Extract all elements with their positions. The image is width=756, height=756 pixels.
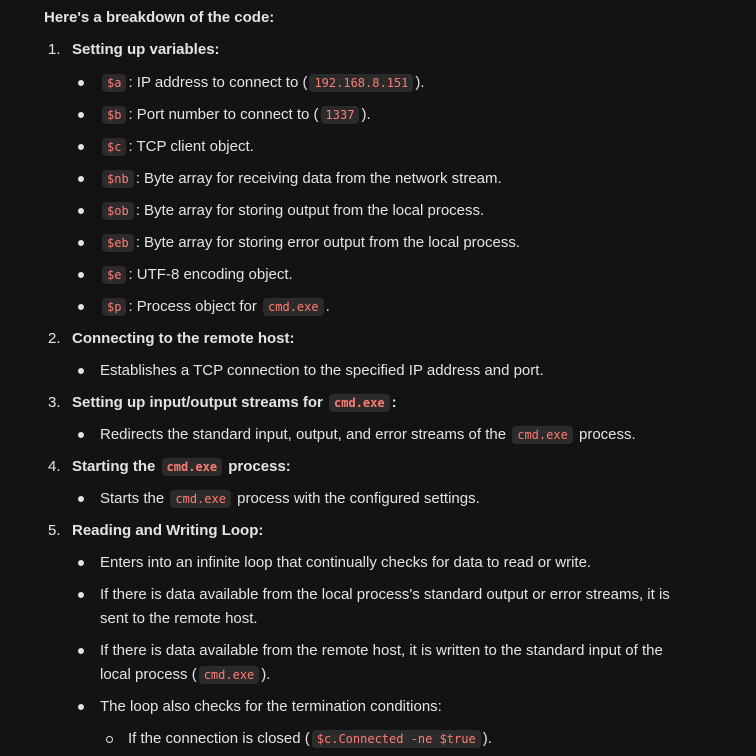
bullet-text: Redirects the standard input, output, and error streams of the [100, 426, 507, 443]
bullet-text: : Process object for [128, 298, 257, 315]
list-item-title: Reading and Writing Loop: [72, 522, 264, 539]
bullet-text: : Byte array for storing output from the local process. [135, 202, 485, 219]
inline-code: $p [102, 298, 126, 316]
bullet-dot [78, 112, 84, 118]
inline-code: 1337 [321, 106, 360, 124]
bullet-dot [78, 176, 84, 182]
bullet-text-tail: . [325, 298, 330, 315]
bullet-dot [78, 368, 84, 374]
bullet-text-continued: local process ( [100, 666, 197, 683]
bullet-text-tail: process. [578, 426, 636, 443]
bullet-text: Establishes a TCP connection to the specified IP address and port. [100, 362, 544, 379]
bullet-text: Starts the [100, 490, 165, 507]
bullet-dot [78, 592, 84, 598]
list-number: 5. [48, 522, 61, 539]
bullet-text-tail: ). [482, 730, 492, 747]
bullet-text: If there is data available from the local process's standard output or error streams, it is [100, 586, 670, 603]
inline-code: cmd.exe [170, 490, 231, 508]
inline-code: $ob [102, 202, 134, 220]
bullet-text: : Byte array for storing error output from the local process. [135, 234, 521, 251]
bullet-text-continued: sent to the remote host. [100, 610, 258, 627]
bullet-dot [78, 496, 84, 502]
inline-code: $eb [102, 234, 134, 252]
bullet-text: Enters into an infinite loop that continually checks for data to read or write. [100, 554, 592, 571]
title-tail: : [391, 394, 397, 411]
inline-code: $c [102, 138, 126, 156]
bullet-text: : TCP client object. [128, 138, 254, 155]
inline-code: cmd.exe [329, 394, 390, 412]
inline-code: cmd.exe [199, 666, 260, 684]
bullet-dot [78, 304, 84, 310]
inline-code: cmd.exe [512, 426, 573, 444]
bullet-text: : Byte array for receiving data from the network stream. [135, 170, 502, 187]
bullet-text: : IP address to connect to ( [128, 74, 308, 91]
bullet-dot [78, 240, 84, 246]
bullet-text-tail: process with the configured settings. [237, 490, 480, 507]
bullet-dot [78, 560, 84, 566]
list-item-title: Setting up input/output streams for [72, 394, 323, 411]
list-item-title: Connecting to the remote host: [72, 330, 295, 347]
bullet-text: If there is data available from the remote host, it is written to the standard input of the [100, 642, 663, 659]
title-tail: process: [228, 458, 291, 475]
bullet-dot [78, 144, 84, 150]
bullet-dot [78, 704, 84, 710]
list-number: 3. [48, 394, 61, 411]
inline-code: cmd.exe [263, 298, 324, 316]
list-item-title: Setting up variables: [72, 41, 220, 58]
bullet-text-tail: ). [361, 106, 371, 123]
inline-code: cmd.exe [162, 458, 223, 476]
list-number: 4. [48, 458, 61, 475]
bullet-dot [78, 648, 84, 654]
bullet-dot [78, 208, 84, 214]
bullet-text: : Port number to connect to ( [128, 106, 319, 123]
bullet-text: : UTF-8 encoding object. [128, 266, 293, 283]
bullet-dot [78, 432, 84, 438]
list-number: 1. [48, 41, 61, 58]
inline-code: $nb [102, 170, 134, 188]
bullet-text-tail: ). [415, 74, 425, 91]
bullet-text-tail: ). [261, 666, 271, 683]
inline-code: $c.Connected -ne $true [312, 730, 481, 748]
bullet-dot [78, 272, 84, 278]
inline-code: 192.168.8.151 [309, 74, 413, 92]
list-number: 2. [48, 330, 61, 347]
bullet-text: If the connection is closed ( [128, 730, 310, 747]
breakdown-heading: Here's a breakdown of the code: [44, 9, 275, 26]
bullet-dot [78, 80, 84, 86]
bullet-text: The loop also checks for the termination conditions: [100, 698, 442, 715]
inline-code: $a [102, 74, 126, 92]
inline-code: $e [102, 266, 126, 284]
inline-code: $b [102, 106, 126, 124]
list-item-title: Starting the [72, 458, 156, 475]
sub-bullet-circle [106, 736, 113, 743]
